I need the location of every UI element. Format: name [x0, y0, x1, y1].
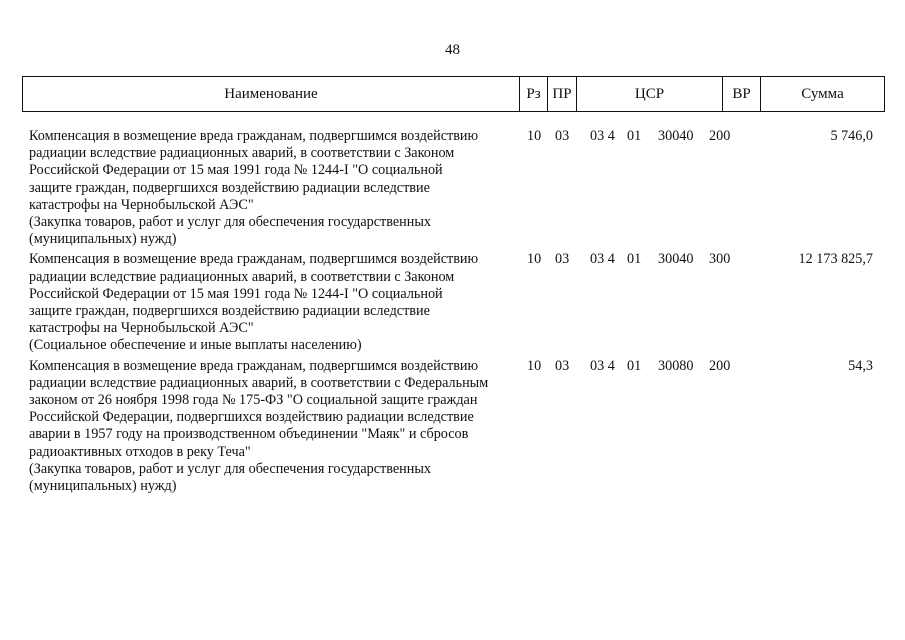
row-name-line: радиации вследствие радиационных аварий, в соответствии с Законом	[29, 145, 455, 162]
row-name-line: Российской Федерации от 15 мая 1991 года № 1244-I "О социальной	[29, 162, 443, 179]
header-pr: ПР	[548, 77, 577, 111]
header-name: Наименование	[23, 77, 520, 111]
row-csr-subprogram: 01	[627, 128, 642, 144]
row-name-line: защите граждан, подвергшихся воздействию радиации вследствие	[29, 303, 430, 320]
row-csr-program: 03 4	[590, 357, 615, 374]
row-name-line: радиации вследствие радиационных аварий, в соответствии с Федеральным	[29, 374, 489, 391]
row-name	[22, 358, 521, 496]
row-name-line: (Социальное обеспечение и иные выплаты населению)	[29, 337, 362, 354]
row-name-line: катастрофы на Чернобыльской АЭС"	[29, 320, 254, 337]
row-pr: 03	[555, 128, 570, 144]
row-name-line: законом от 26 ноября 1998 года № 175-ФЗ "О социальной защите граждан	[29, 392, 478, 409]
row-name-line: Российской Федерации от 15 мая 1991 года № 1244-I "О социальной	[29, 285, 443, 302]
row-vr: 200	[709, 357, 731, 374]
row-name-line: Российской Федерации, подвергшихся воздействию радиации вследствие	[29, 409, 474, 426]
row-vr: 200	[709, 128, 731, 144]
header-rz: Рз	[520, 77, 548, 111]
header-sum: Сумма	[801, 85, 844, 102]
table-row	[22, 251, 885, 354]
row-name-line: Компенсация в возмещение вреда гражданам, подвергшимся воздействию	[29, 251, 479, 268]
row-csr-direction: 30040	[658, 251, 694, 268]
table-body	[22, 128, 885, 498]
header-csr: ЦСР	[577, 77, 723, 111]
row-rz: 10	[527, 357, 542, 374]
row-name-line: радиации вследствие радиационных аварий, в соответствии с Законом	[29, 268, 455, 285]
table-header	[22, 76, 885, 112]
row-name-line: Компенсация в возмещение вреда гражданам, подвергшимся воздействию	[29, 128, 479, 144]
row-name-line: (муниципальных) нужд)	[29, 231, 177, 248]
row-name-line: катастрофы на Чернобыльской АЭС"	[29, 196, 254, 213]
row-name-line: (Закупка товаров, работ и услуг для обеспечения государственных	[29, 460, 431, 477]
table-row	[22, 358, 885, 496]
row-name	[22, 251, 521, 354]
row-csr-subprogram: 01	[627, 357, 642, 374]
row-csr-direction: 30040	[658, 128, 694, 144]
row-csr-subprogram: 01	[627, 251, 642, 268]
row-rz: 10	[527, 251, 542, 268]
row-name-line: радиоактивных отходов в реку Теча"	[29, 443, 251, 460]
row-csr-direction: 30080	[658, 357, 694, 374]
row-sum: 54,3	[848, 357, 873, 374]
row-name-line: (Закупка товаров, работ и услуг для обеспечения государственных	[29, 214, 431, 231]
table-row	[22, 128, 885, 248]
row-sum: 12 173 825,7	[798, 251, 873, 268]
row-csr-program: 03 4	[590, 128, 615, 144]
row-sum: 5 746,0	[830, 128, 873, 144]
row-csr-program: 03 4	[590, 251, 615, 268]
row-name-line: (муниципальных) нужд)	[29, 478, 177, 495]
row-rz: 10	[527, 128, 542, 144]
page-number: 48	[445, 42, 460, 58]
row-name-line: защите граждан, подвергшихся воздействию радиации вследствие	[29, 179, 430, 196]
row-name	[22, 128, 521, 248]
row-pr: 03	[555, 251, 570, 268]
row-name-line: аварии в 1957 году на производственном объединении "Маяк" и сбросов	[29, 426, 469, 443]
row-pr: 03	[555, 357, 570, 374]
row-name-line: Компенсация в возмещение вреда гражданам, подвергшимся воздействию	[29, 357, 479, 374]
row-vr: 300	[709, 251, 731, 268]
header-vr: ВР	[723, 77, 761, 111]
